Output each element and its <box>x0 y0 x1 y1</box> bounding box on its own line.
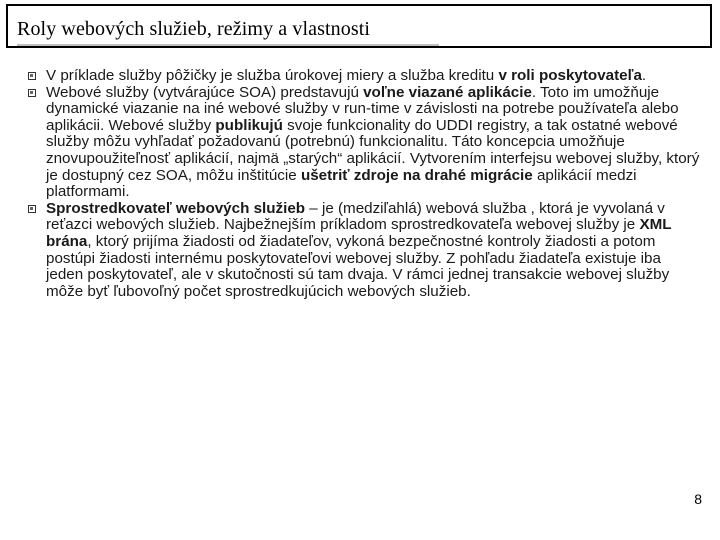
text-run-bold: voľne viazané aplikácie <box>363 83 532 101</box>
bullet-text <box>46 67 646 84</box>
text-run: aplikácií medzi platformami. <box>46 166 637 201</box>
text-run: svoje funkcionality do UDDI registry, a tak ostatné webové služby môžu vyhľadať požadovanú (potrebnú) funkcionalitu. Táto koncepcia umožňuje znovupoužiteľnosť aplikácií, najmä „starých“ aplikácií. Vytvorením interfejsu webovej služby, ktorý je dostupný cez SOA, môžu inštitúcie <box>46 116 700 184</box>
text-run: – je (medziľahlá) webová služba , ktorá je vyvolaná v reťazci webových služieb. Najbežnejším príkladom sprostredkovateľa webovej služby je <box>46 199 665 234</box>
bullet-text <box>46 84 699 201</box>
page-number: 8 <box>694 491 702 507</box>
text-run-bold: v roli poskytovateľa <box>498 67 642 84</box>
text-run: . <box>641 67 647 84</box>
square-bullet-icon <box>28 72 36 80</box>
bullet-item <box>22 68 702 85</box>
slide-title: Roly webových služieb, režimy a vlastnosti <box>17 18 371 40</box>
title-frame <box>6 4 712 48</box>
bullet-item <box>22 85 702 201</box>
text-run-bold: Sprostredkovateľ webových služieb <box>46 199 306 217</box>
text-run-bold: XML brána <box>46 216 672 250</box>
text-run-bold: publikujú <box>215 116 283 134</box>
bullet-text <box>46 200 671 300</box>
square-bullet-icon <box>28 205 36 213</box>
text-run: . Toto im umožňuje dynamické viazanie na iné webové služby v run-time v závislosti na potrebe používateľa alebo aplikácii. Webové služby <box>46 83 679 134</box>
square-bullet-icon <box>28 89 36 97</box>
text-run: Webové služby (vytvárajúce SOA) predstavujú <box>46 83 364 101</box>
text-run: V príklade služby pôžičky je služba úrokovej miery a služba kreditu <box>46 67 499 84</box>
bullet-item <box>22 201 702 301</box>
bullet-list <box>22 68 702 300</box>
text-run: , ktorý prijíma žiadosti od žiadateľov, vykoná bezpečnostné kontroly žiadosti a potom postúpi žiadosti internému poskytovateľovi webovej služby. Z pohľadu žiadateľa existuje iba jeden poskytovateľ, ale v skutočnosti sú tam dvaja. V rámci jednej transakcie webovej služby môže byť ľubovoľný počet sprostredkujúcich webových služieb. <box>46 232 670 300</box>
text-run-bold: ušetriť zdroje na drahé migrácie <box>300 166 533 184</box>
title-underline <box>17 44 439 46</box>
